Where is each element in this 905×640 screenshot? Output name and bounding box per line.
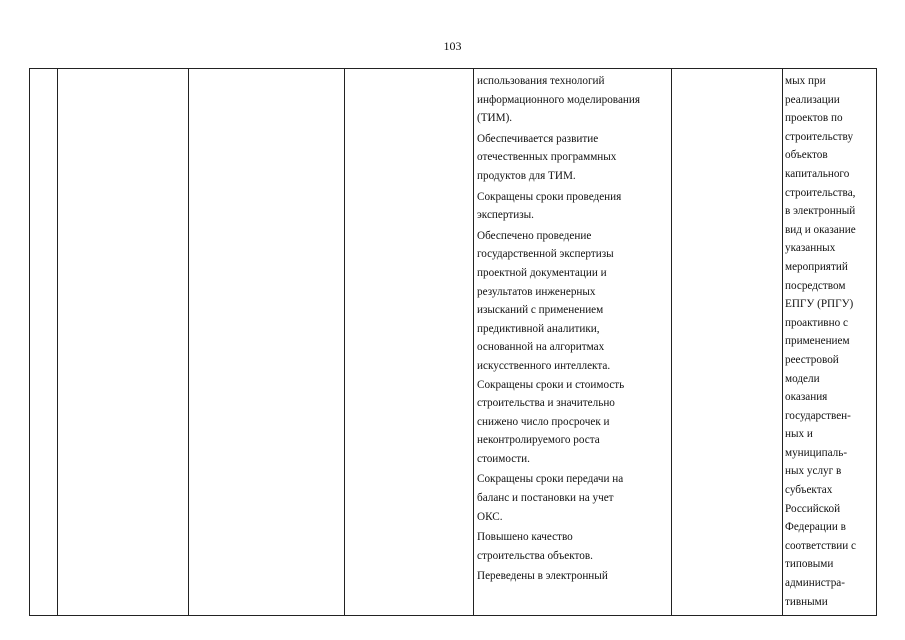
text-line: баланс и постановки на учет — [477, 492, 614, 505]
paragraph — [477, 72, 672, 128]
text-line: Сокращены сроки проведения — [477, 190, 622, 203]
text-line: (ТИМ). — [477, 112, 513, 125]
text-line: Российской — [785, 502, 841, 515]
text-line: предиктивной аналитики, — [477, 322, 600, 335]
text-line: информационного моделирования — [477, 93, 641, 106]
description-cell — [785, 72, 875, 611]
column-divider — [782, 69, 783, 615]
text-line: Повышено качество — [477, 531, 573, 544]
paragraph — [477, 188, 672, 225]
text-line: реестровой — [785, 353, 839, 366]
text-line: отечественных программных — [477, 151, 617, 164]
results-cell — [477, 72, 672, 586]
text-line: мероприятий — [785, 260, 848, 273]
text-line: государственной экспертизы — [477, 248, 614, 261]
text-line: государствен- — [785, 409, 851, 422]
text-line: типовыми — [785, 558, 834, 571]
text-line: проактивно с — [785, 316, 848, 329]
text-line: проектов по — [785, 112, 843, 125]
text-line: в электронный — [785, 205, 856, 218]
text-line: субъектах — [785, 484, 833, 497]
text-line: снижено число просрочек и — [477, 415, 610, 428]
text-line: объектов — [785, 149, 828, 162]
text-line: неконтролируемого роста — [477, 434, 600, 447]
text-line: продуктов для ТИМ. — [477, 169, 576, 182]
text-line: указанных — [785, 242, 836, 255]
text-line: искусственного интеллекта. — [477, 359, 611, 372]
text-line: применением — [785, 335, 850, 348]
text-line: ОКС. — [477, 510, 503, 523]
text-line: использования технологий — [477, 75, 605, 87]
text-line: изысканий с применением — [477, 304, 604, 317]
text-line: капитального — [785, 167, 850, 180]
text-line: стоимости. — [477, 452, 530, 465]
text-line: соответствии с — [785, 539, 856, 552]
text-line: оказания — [785, 391, 828, 404]
text-line: ЕПГУ (РПГУ) — [785, 298, 854, 311]
column-divider — [344, 69, 345, 615]
text-line: основанной на алгоритмах — [477, 341, 605, 354]
column-divider — [57, 69, 58, 615]
text-line: строительства объектов. — [477, 549, 593, 562]
text-line: ных услуг в — [785, 465, 842, 478]
paragraph — [477, 227, 672, 469]
text-line: администра- — [785, 577, 845, 590]
text-line: Сокращены сроки передачи на — [477, 473, 624, 486]
paragraph — [477, 567, 672, 586]
column-divider — [473, 69, 474, 615]
text-line: строительству — [785, 130, 854, 143]
text-line: проектной документации и — [477, 266, 607, 279]
text-line: муниципаль- — [785, 446, 848, 459]
text-line: Обеспечивается развитие — [477, 132, 599, 145]
text-line: экспертизы. — [477, 209, 534, 222]
text-line: ных и — [785, 428, 813, 441]
paragraph — [477, 130, 672, 186]
text-line: модели — [785, 372, 820, 385]
page-number: 103 — [443, 39, 462, 53]
text-line: Переведены в электронный — [477, 570, 608, 583]
document-table — [29, 68, 877, 616]
text-line: посредством — [785, 279, 846, 292]
text-line: мых при — [785, 75, 826, 87]
text-line: Сокращены сроки и стоимость — [477, 378, 625, 391]
text-line: тивными — [785, 595, 828, 608]
text-line: строительства и значительно — [477, 397, 615, 410]
paragraph — [477, 470, 672, 526]
text-line: вид и оказание — [785, 223, 856, 236]
column-divider — [188, 69, 189, 615]
text-line: строительства, — [785, 186, 856, 199]
text-line: Федерации в — [785, 521, 846, 534]
text-line: реализации — [785, 93, 840, 106]
text-line: результатов инженерных — [477, 285, 596, 298]
text-line: Обеспечено проведение — [477, 229, 592, 242]
paragraph — [477, 528, 672, 565]
